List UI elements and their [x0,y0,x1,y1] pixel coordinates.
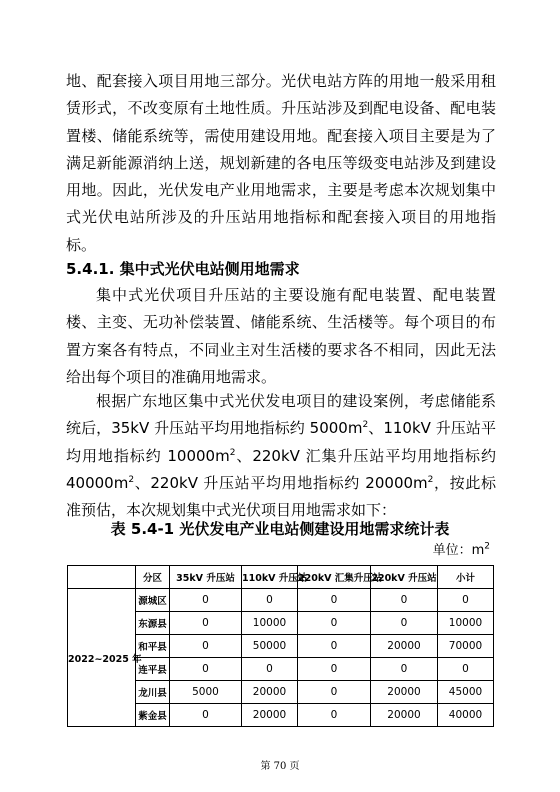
unit-superscript: 2 [484,541,490,552]
value-cell: 0 [170,589,242,612]
page-number: 第 70 页 [260,761,300,772]
county-cell: 东源县 [136,612,170,635]
header-cell: 35kV 升压站 [170,566,242,589]
value-cell: 20000 [371,681,438,704]
county-cell: 紫金县 [136,704,170,727]
county-cell: 连平县 [136,658,170,681]
body-paragraph-2: 集中式光伏项目升压站的主要设施有配电装置、配电装置楼、主变、无功补偿装置、储能系统、生活楼等。每个项目的布置方案各有特点，不同业主对生活楼的要求各不相同，因此无法给出每个项目的准确用地需求。 [66,286,496,386]
paragraph3-text-3: 、220kV 汇集升压站平均用地指标约 40000m [66,446,496,492]
value-cell: 0 [170,635,242,658]
value-cell: 0 [298,704,371,727]
value-cell: 5000 [170,681,242,704]
paragraph3-text-5: ，按此标准预估，本次规划集中式光伏项目用地需求如下： [66,473,496,520]
header-cell: 220kV 升压站 [371,566,438,589]
paragraph3-text-2: 、110kV 升压站平均用地指标约 10000m [66,419,496,465]
value-cell: 0 [242,658,298,681]
value-cell: 70000 [438,635,494,658]
value-cell: 20000 [242,704,298,727]
paragraph3-text-4: 、220kV 升压站平均用地指标约 20000m [134,473,428,492]
value-cell: 10000 [242,612,298,635]
value-cell: 0 [371,612,438,635]
value-cell: 20000 [371,635,438,658]
county-cell: 源城区 [136,589,170,612]
value-cell: 0 [170,704,242,727]
superscript-2: 2 [427,474,434,485]
table-row [68,589,494,612]
header-cell: 分区 [136,566,170,589]
table-unit [433,542,490,560]
value-cell: 50000 [242,635,298,658]
value-cell: 40000 [438,704,494,727]
value-cell: 0 [371,589,438,612]
value-cell: 20000 [371,704,438,727]
table-header-row [68,566,494,589]
value-cell: 0 [371,658,438,681]
header-cell: 110kV 升压站 [242,566,298,589]
header-corner-cell [68,566,136,589]
value-cell: 0 [298,658,371,681]
value-cell: 0 [298,612,371,635]
period-cell: 2022~2025 年 [68,589,136,727]
value-cell: 0 [298,589,371,612]
superscript-2: 2 [362,420,369,431]
value-cell: 0 [298,635,371,658]
value-cell: 0 [170,658,242,681]
unit-label: 单位：m [432,543,485,558]
county-cell: 龙川县 [136,681,170,704]
county-cell: 和平县 [136,635,170,658]
value-cell: 0 [170,612,242,635]
land-demand-table [67,565,494,727]
header-cell: 220kV 汇集升压站 [298,566,371,589]
superscript-2: 2 [229,447,236,458]
value-cell: 0 [438,589,494,612]
value-cell: 20000 [242,681,298,704]
section-heading: 5.4.1. 集中式光伏电站侧用地需求 [66,260,300,278]
value-cell: 45000 [438,681,494,704]
header-cell: 小计 [438,566,494,589]
value-cell: 0 [438,658,494,681]
body-paragraph-1: 地、配套接入项目用地三部分。光伏电站方阵的用地一般采用租赁形式，不改变原有土地性质。升压站涉及到配电设备、配电装置楼、储能系统等，需使用建设用地。配套接入项目主要是为了满足新能源消纳上送，规划新建的各电压等级变电站涉及到建设用地。因此，光伏发电产业用地需求，主要是考虑本次规划集中式光伏电站所涉及的升压站用地指标和配套接入项目的用地指标。 [66,72,496,254]
value-cell: 0 [242,589,298,612]
body-paragraph-3 [66,388,496,524]
paragraph3-text-1: 根据广东地区集中式光伏发电项目的建设案例，考虑储能系统后，35kV 升压站平均用地指标约 5000m [66,392,496,438]
value-cell: 10000 [438,612,494,635]
superscript-2: 2 [128,474,135,485]
value-cell: 0 [298,681,371,704]
table-caption: 表 5.4-1 光伏发电产业电站侧建设用地需求统计表 [110,520,450,538]
